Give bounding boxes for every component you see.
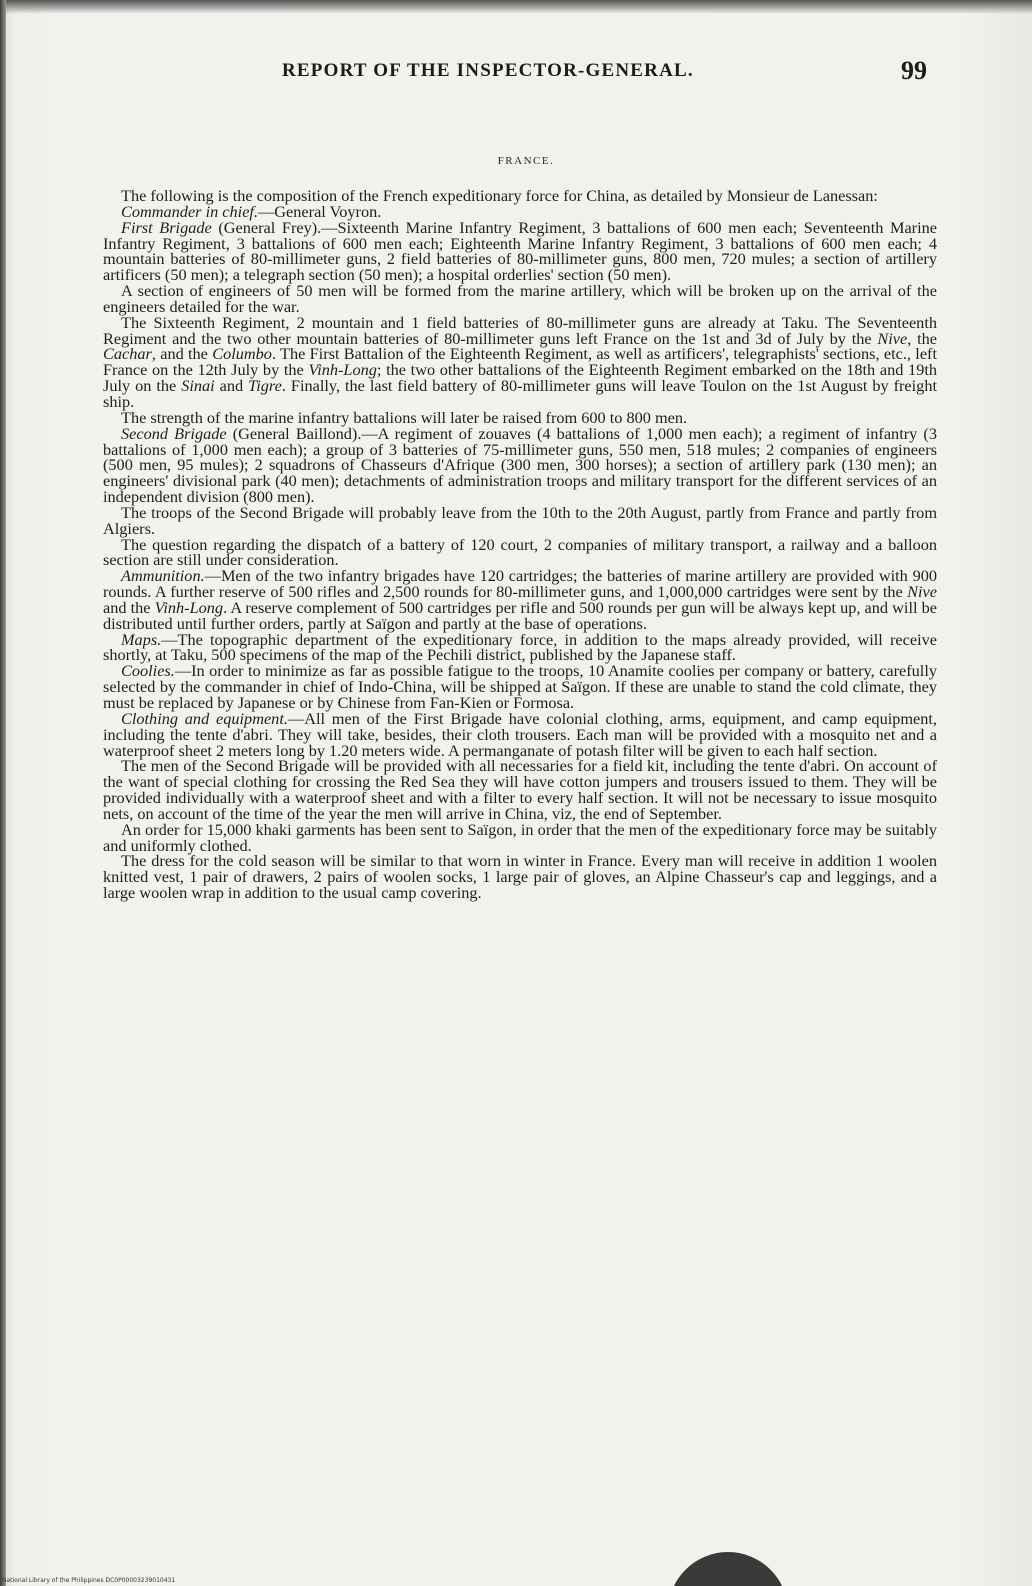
paragraph-clothing: Clothing and equipment.—All men of the First Brigade have colonial clothing, arms, equipment, and camp equipment, including the tente d'abri. They will take, besides, their cloth trousers. Each man will be provided with a mosquito net and a waterproof sheet 2 meters long by 1.20 meters wide. A permanganate of potash filter will be given to each half section. xyxy=(103,708,937,760)
paragraph-second-brigade-departure: The troops of the Second Brigade will probably leave from the 10th to the 20th August, partly from France and partly from Algiers. xyxy=(103,502,937,538)
ship-name: Vinh-Long xyxy=(154,597,224,617)
paragraph-second-brigade: Second Brigade (General Baillond).—A regiment of zouaves (4 battalions of 1,000 men each); a regiment of infantry (3 battalions of 1,000 men each); a group of 3 batteries of 75-millimeter guns, 550 men, 518 mules; 2 companies of engineers (500 men, 95 mules); 2 squadrons of Chasseurs d'Afrique (300 men, 300 horses); a section of artillery park (130 men); an engineers' divisional park (40 men); detachments of administration troops and military transport for the different services of an independent division (800 men). xyxy=(103,423,937,507)
ship-name: Tigre xyxy=(248,376,282,396)
paragraph-commander: Commander in chief.—General Voyron. xyxy=(121,201,382,221)
run-in-heading: Commander in chief. xyxy=(121,201,259,221)
ship-name: Columbo xyxy=(212,344,272,364)
run-in-heading: First Brigade xyxy=(121,217,212,237)
paragraph-ammunition: Ammunition.—Men of the two infantry brigades have 120 cartridges; the batteries of marine artillery are provided with 900 rounds. A further reserve of 500 rifles and 2,500 rounds for 80-millimeter guns, and 1,000,000 cartridges were sent by the Nive and the Vinh-Long. A reserve complement of 500 cartridges per rifle and 500 rounds per gun will be always kept up, and will be distributed until further orders, partly at Saïgon and partly at the base of operations. xyxy=(103,566,937,633)
scan-footer-note: National Library of the Philippines DC0P00003239010431 xyxy=(2,1577,176,1584)
paragraph-departures: The Sixteenth Regiment, 2 mountain and 1 field batteries of 80-millimeter guns are already at Taku. The Seventeenth Regiment and the two other mountain batteries of 80-millimeter guns left France on the 1st and 3d of July by the Nive, the Cachar, and the Columbo. The First Battalion of the Eighteenth Regiment, as well as artificers', telegraphists' sections, etc., left France on the 12th July by the Vinh-Long; the two other battalions of the Eighteenth Regiment embarked on the 18th and 19th July on the Sinai and Tigre. Finally, the last field battery of 80-millimeter guns will leave Toulon on the 1st August by freight ship. xyxy=(103,312,937,411)
paragraph-engineers: A section of engineers of 50 men will be formed from the marine artillery, which will be broken up on the arrival of the engineers detailed for the war. xyxy=(103,281,937,316)
paragraph-strength: The strength of the marine infantry battalions will later be raised from 600 to 800 men. xyxy=(121,407,688,427)
scan-top-edge xyxy=(0,0,1032,14)
run-in-heading: Maps. xyxy=(121,629,162,649)
paragraph-maps: Maps.—The topographic department of the expeditionary force, in addition to the maps already provided, will receive shortly, at Taku, 500 specimens of the map of the Pechili district, published by the Japanese staff. xyxy=(103,629,937,665)
ship-name: Nive xyxy=(877,328,908,348)
run-in-heading: Coolies. xyxy=(121,661,175,681)
paragraph-consideration: The question regarding the dispatch of a battery of 120 court, 2 companies of military transport, a railway and a balloon section are still under consideration. xyxy=(103,534,937,570)
page-number: 99 xyxy=(901,56,927,85)
run-in-heading: Second Brigade xyxy=(121,423,227,443)
scan-thumb-shadow xyxy=(668,1552,788,1586)
ship-name: Vinh-Long xyxy=(308,360,377,380)
paragraph-coolies: Coolies.—In order to minimize as far as possible fatigue to the troops, 10 Anamite coolies per company or battery, carefully selected by the commander in chief of Indo-China, will be shipped at Saïgon. If these are unable to stand the cold climate, they must be replaced by Japanese or by Chinese from Fan-Kien or Formosa. xyxy=(103,661,937,712)
ship-name: Nive xyxy=(907,582,937,602)
running-head: REPORT OF THE INSPECTOR-GENERAL. xyxy=(282,60,694,81)
paragraph-intro: The following is the composition of the French expeditionary force for China, as detailed by Monsieur de Lanessan: xyxy=(121,186,878,205)
paragraph-second-brigade-kit: The men of the Second Brigade will be provided with all necessaries for a field kit, including the tente d'abri. On account of the want of special clothing for crossing the Red Sea they will have cotton jumpers and trousers issued to them. They will be provided individually with a waterproof sheet and with a filter to every half section. It will not be necessary to issue mosquito nets, on account of the time of the year the men will arrive in China, viz, the end of September. xyxy=(103,756,937,823)
paragraph-cold-season: The dress for the cold season will be similar to that worn in winter in France. Every man will receive in addition 1 woolen knitted vest, 1 pair of drawers, 2 pairs of woolen socks, 1 large pair of gloves, an Alpine Chasseur's cap and leggings, and a large woolen wrap in addition to the usual camp covering. xyxy=(103,851,937,903)
body-text xyxy=(103,188,937,901)
paragraph-first-brigade: First Brigade (General Frey).—Sixteenth Marine Infantry Regiment, 3 battalions of 600 men each; Seventeenth Marine Infantry Regiment, 3 battalions of 600 men each; Eighteenth Marine Infantry Regiment, 3 battalions of 600 men each; 4 mountain batteries of 80-millimeter guns, 2 field batteries of 80-millimeter guns, 800 men, 720 mules; a section of artillery artificers (50 men); a telegraph section (50 men); a hospital orderlies' section (50 men). xyxy=(103,217,937,285)
scan-binding-edge xyxy=(0,0,6,1586)
paragraph-khaki-order: An order for 15,000 khaki garments has been sent to Saïgon, in order that the men of the expeditionary force may be suitably and uniformly clothed. xyxy=(103,819,937,855)
run-in-heading: Clothing and equipment. xyxy=(121,708,288,728)
section-title: FRANCE. xyxy=(497,155,555,167)
ship-name: Sinai xyxy=(181,376,215,396)
run-in-heading: Ammunition. xyxy=(121,566,205,586)
ship-name: Cachar xyxy=(103,344,152,364)
